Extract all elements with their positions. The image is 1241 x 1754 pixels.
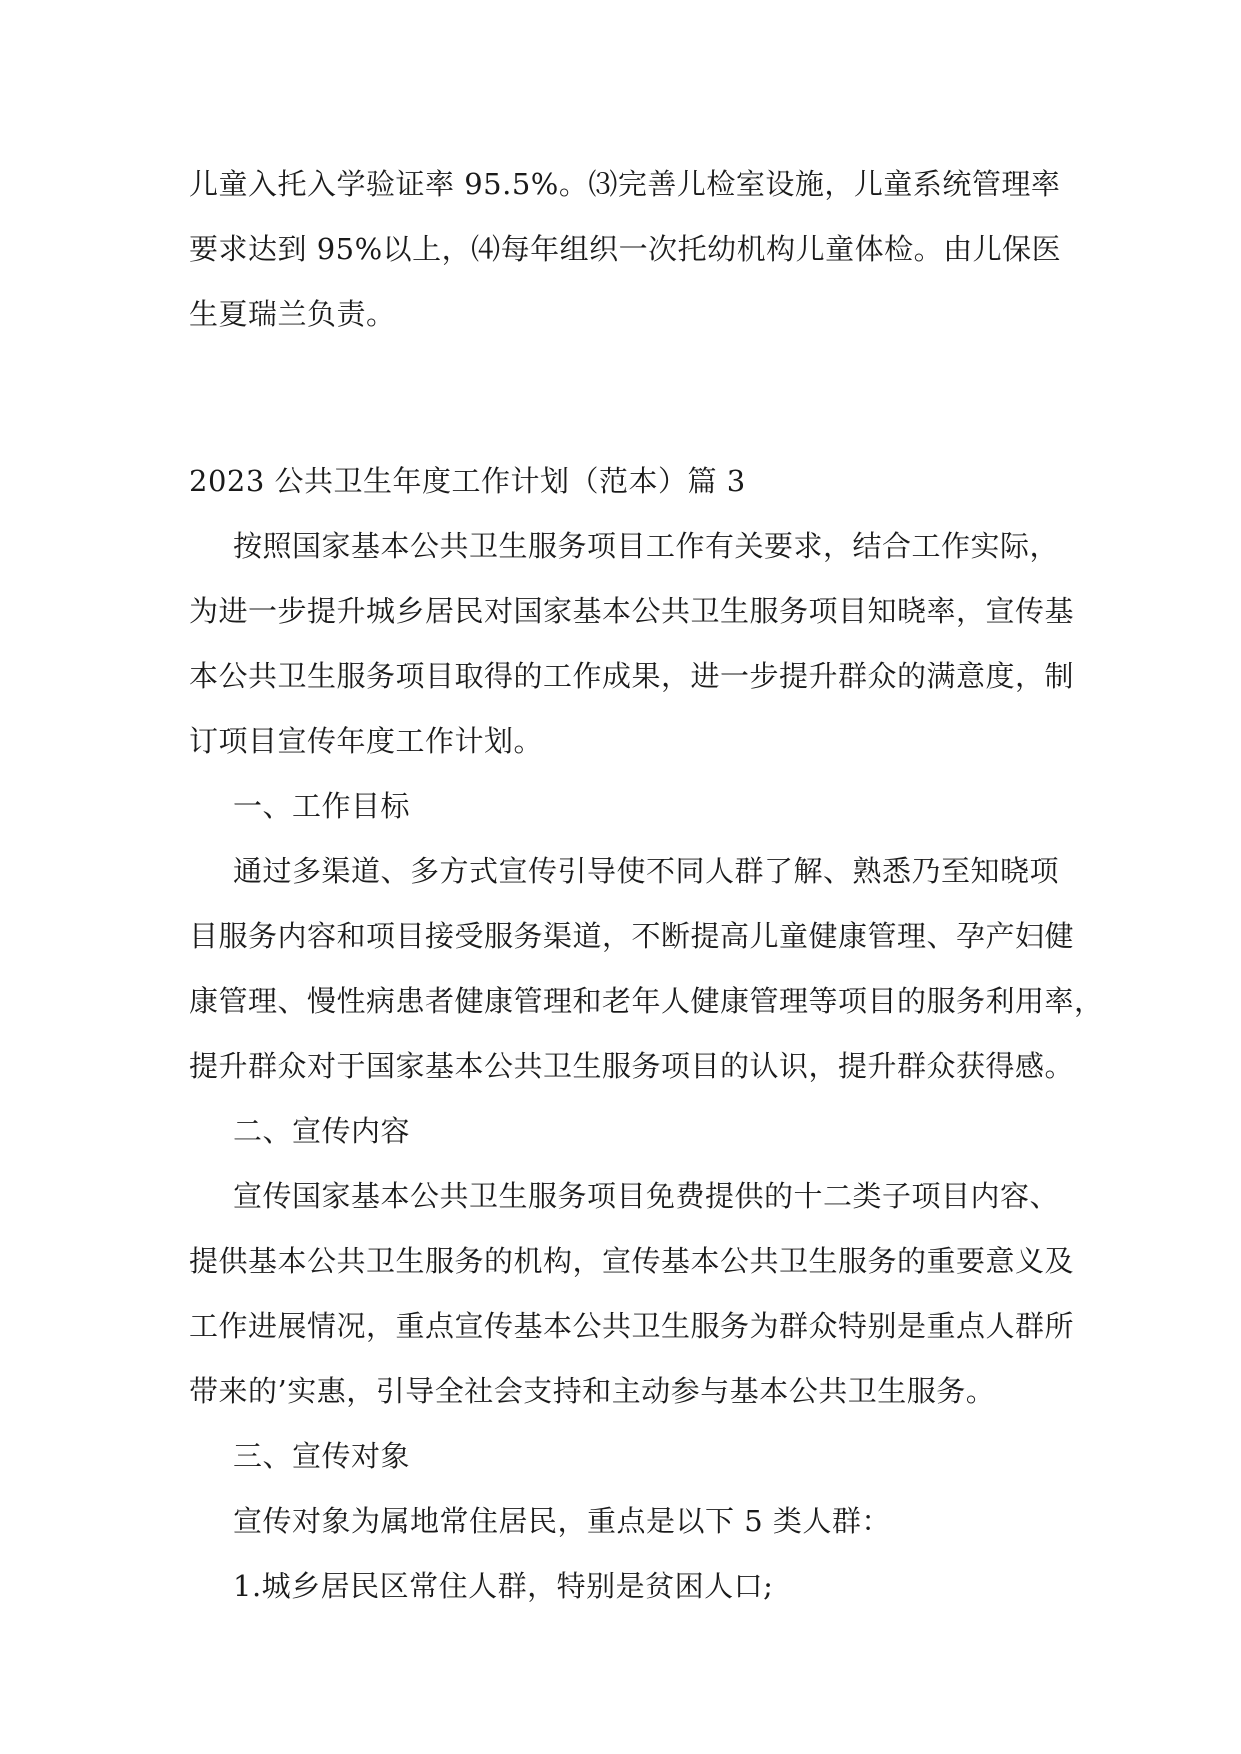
paragraph-line: 订项目宣传年度工作计划。 <box>189 724 544 758</box>
paragraph-line: 提供基本公共卫生服务的机构，宣传基本公共卫生服务的重要意义及 <box>189 1244 1075 1278</box>
section-title: 2023 公共卫生年度工作计划（范本）篇 3 <box>189 464 746 498</box>
paragraph-line: 带来的’实惠，引导全社会支持和主动参与基本公共卫生服务。 <box>189 1374 996 1408</box>
paragraph-line: 工作进展情况，重点宣传基本公共卫生服务为群众特别是重点人群所 <box>189 1309 1075 1343</box>
paragraph-line: 通过多渠道、多方式宣传引导使不同人群了解、熟悉乃至知晓项 <box>233 854 1060 888</box>
paragraph-line: 提升群众对于国家基本公共卫生服务项目的认识，提升群众获得感。 <box>189 1049 1075 1083</box>
subheading-content: 二、宣传内容 <box>233 1114 411 1148</box>
paragraph-line: 宣传国家基本公共卫生服务项目免费提供的十二类子项目内容、 <box>233 1179 1060 1213</box>
paragraph-line: 宣传对象为属地常住居民，重点是以下 5 类人群： <box>233 1504 891 1538</box>
subheading-goals: 一、工作目标 <box>233 789 411 823</box>
paragraph-line: 按照国家基本公共卫生服务项目工作有关要求，结合工作实际， <box>233 529 1060 563</box>
paragraph-line: 儿童入托入学验证率 95.5%。⑶完善儿检室设施，儿童系统管理率 <box>189 167 1061 201</box>
paragraph-line: 生夏瑞兰负责。 <box>189 297 396 331</box>
subheading-audience: 三、宣传对象 <box>233 1439 411 1473</box>
document-page <box>189 152 1104 1619</box>
paragraph-line: 为进一步提升城乡居民对国家基本公共卫生服务项目知晓率，宣传基 <box>189 594 1075 628</box>
paragraph-line: 目服务内容和项目接受服务渠道，不断提高儿童健康管理、孕产妇健 <box>189 919 1075 953</box>
paragraph-line: 要求达到 95%以上，⑷每年组织一次托幼机构儿童体检。由儿保医 <box>189 232 1062 266</box>
list-item: 1.城乡居民区常住人群，特别是贫困人口; <box>233 1569 774 1603</box>
paragraph-line: 本公共卫生服务项目取得的工作成果，进一步提升群众的满意度，制 <box>189 659 1075 693</box>
paragraph-line: 康管理、慢性病患者健康管理和老年人健康管理等项目的服务利用率， <box>189 984 1104 1018</box>
